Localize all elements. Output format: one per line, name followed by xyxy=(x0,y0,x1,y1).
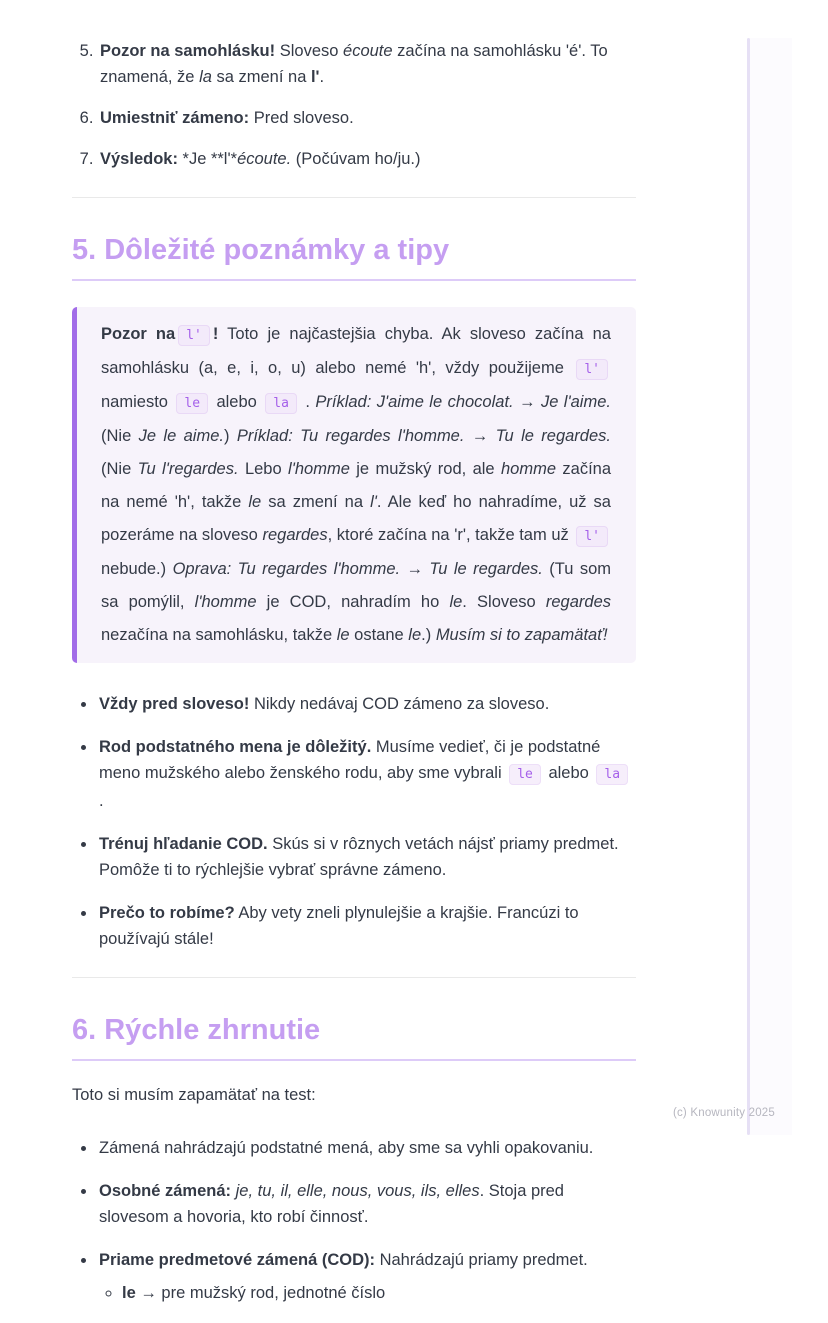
list-item xyxy=(122,1280,636,1306)
text-segment: Nahrádzajú priamy predmet. xyxy=(375,1251,588,1269)
text-segment: l'homme xyxy=(288,460,350,478)
text-segment: Oprava: Tu regardes l'homme. → Tu le regardes. xyxy=(172,560,543,578)
code-chip: l' xyxy=(576,526,608,547)
list-item xyxy=(97,734,636,814)
text-segment: nezačína na samohlásku, takže xyxy=(101,626,337,644)
text-segment: Prečo to robíme? xyxy=(99,904,235,922)
text-segment: Skús si v rôznych vetách nájsť priamy predmet. Pomôže ti to rýchlejšie vybrať správne zámeno. xyxy=(99,835,619,879)
text-segment: l' xyxy=(310,68,320,86)
document-content xyxy=(72,0,636,1323)
text-segment: écoute. xyxy=(237,150,292,168)
section-5-title: 5. Dôležité poznámky a tipy xyxy=(72,234,636,281)
text-segment: le xyxy=(408,626,422,644)
text-segment: Výsledok: xyxy=(100,150,178,168)
list-item xyxy=(97,1135,636,1161)
text-segment: l' xyxy=(370,493,377,511)
text-segment: écoute xyxy=(343,42,393,60)
text-segment: (Nie xyxy=(101,427,139,445)
text-segment: ) xyxy=(223,427,237,445)
text-segment: Toto je najčastejšia chyba. Ak sloveso začína na samohlásku (a, e, i, o, u) alebo nemé 'h', vždy použijeme xyxy=(101,325,611,377)
tips-bullet-list xyxy=(72,691,636,952)
list-item xyxy=(98,105,636,131)
text-segment: Tu l'regardes. xyxy=(137,460,239,478)
warning-callout xyxy=(72,307,636,663)
text-segment: začína na nemé 'h', takže xyxy=(101,460,612,511)
list-item-text xyxy=(99,1251,588,1269)
text-segment: Zámená nahrádzajú podstatné mená, aby sme sa vyhli opakovaniu. xyxy=(99,1139,594,1157)
code-chip: l' xyxy=(576,359,608,380)
text-segment: (Tu som sa pomýlil, xyxy=(101,560,611,611)
text-segment: → pre mužský rod, jednotné číslo xyxy=(135,1284,386,1302)
text-segment: regardes xyxy=(545,593,611,611)
page-edge-strip xyxy=(750,38,792,1135)
text-segment: Rod podstatného mena je dôležitý. xyxy=(99,738,372,756)
text-segment: . xyxy=(299,393,316,411)
text-segment: Príklad: Tu regardes l'homme. → Tu le regardes. xyxy=(236,427,611,445)
page-edge-divider xyxy=(747,38,750,1135)
text-segment: Pred sloveso. xyxy=(249,109,354,127)
text-segment: alebo xyxy=(211,393,263,411)
list-item xyxy=(97,900,636,952)
text-segment: la xyxy=(199,68,212,86)
text-segment: . Sloveso xyxy=(462,593,546,611)
text-segment: le xyxy=(122,1284,136,1302)
text-segment: sa zmení na xyxy=(261,493,371,511)
text-segment: Lebo xyxy=(238,460,289,478)
text-segment: začína na samohlásku 'é'. To znamená, že xyxy=(100,42,608,86)
code-chip: la xyxy=(265,393,297,414)
text-segment: je mužský rod, ale xyxy=(349,460,501,478)
code-chip: le xyxy=(176,393,208,414)
text-segment: Osobné zámená: xyxy=(99,1182,232,1200)
code-chip: la xyxy=(596,764,628,785)
text-segment: Pozor na xyxy=(101,325,176,343)
text-segment: . Ale keď ho nahradíme, už sa pozeráme na sloveso xyxy=(101,493,611,544)
section-divider xyxy=(72,977,636,978)
text-segment: namiesto xyxy=(101,393,174,411)
list-item xyxy=(97,1247,636,1306)
copyright-watermark: (c) Knowunity 2025 xyxy=(672,1107,775,1119)
list-item xyxy=(97,691,636,717)
text-segment: nebude.) xyxy=(101,560,173,578)
section-6-title: 6. Rýchle zhrnutie xyxy=(72,1014,636,1061)
text-segment: homme xyxy=(501,460,557,478)
text-segment: (Nie xyxy=(101,460,138,478)
summary-intro: Toto si musím zapamätať na test: xyxy=(72,1086,316,1104)
text-segment: . Stoja pred slovesom a hovoria, kto robí činnosť. xyxy=(99,1182,564,1226)
list-item xyxy=(97,1178,636,1230)
list-item xyxy=(97,831,636,883)
text-segment: ostane xyxy=(349,626,409,644)
code-chip: le xyxy=(509,764,541,785)
text-segment: Príklad: J'aime le chocolat. → Je l'aime. xyxy=(315,393,611,411)
text-segment: je COD, nahradím ho xyxy=(256,593,450,611)
text-segment: Musím si to zapamätať! xyxy=(435,626,608,644)
numbered-steps-list xyxy=(72,38,636,172)
text-segment: . xyxy=(319,68,325,86)
text-segment: (Počúvam ho/ju.) xyxy=(291,150,421,168)
text-segment: Aby vety zneli plynulejšie a krajšie. Francúzi to používajú stále! xyxy=(99,904,579,948)
text-segment: *Je **l'* xyxy=(177,150,238,168)
text-segment: Priame predmetové zámená (COD): xyxy=(99,1251,375,1269)
text-segment: Je le aime. xyxy=(138,427,224,445)
text-segment: Umiestniť zámeno: xyxy=(100,109,250,127)
text-segment: ! xyxy=(212,325,219,343)
text-segment: sa zmení na xyxy=(211,68,311,86)
text-segment: regardes xyxy=(262,526,328,544)
text-segment: Pozor na samohlásku! xyxy=(100,42,276,60)
section-divider xyxy=(72,197,636,198)
text-segment: .) xyxy=(421,626,436,644)
code-chip: l' xyxy=(178,325,210,346)
summary-bullet-list xyxy=(72,1135,636,1306)
list-item xyxy=(98,38,636,90)
text-segment: je, tu, il, elle, nous, vous, ils, elles xyxy=(235,1182,480,1200)
text-segment: . xyxy=(99,792,104,810)
sub-bullet-list xyxy=(99,1280,636,1306)
text-segment: Trénuj hľadanie COD. xyxy=(99,835,268,853)
text-segment: alebo xyxy=(543,764,594,782)
text-segment: l'homme xyxy=(194,593,257,611)
text-segment: le xyxy=(248,493,262,511)
text-segment: Vždy pred sloveso! xyxy=(99,695,250,713)
list-item xyxy=(98,146,636,172)
text-segment: , ktoré začína na 'r', takže tam už xyxy=(327,526,574,544)
text-segment: Nikdy nedávaj COD zámeno za sloveso. xyxy=(249,695,550,713)
text-segment: Sloveso xyxy=(275,42,344,60)
text-segment: le xyxy=(449,593,463,611)
text-segment: le xyxy=(336,626,350,644)
text-segment: Musíme vedieť, či je podstatné meno mužského alebo ženského rodu, aby sme vybrali xyxy=(99,738,601,782)
